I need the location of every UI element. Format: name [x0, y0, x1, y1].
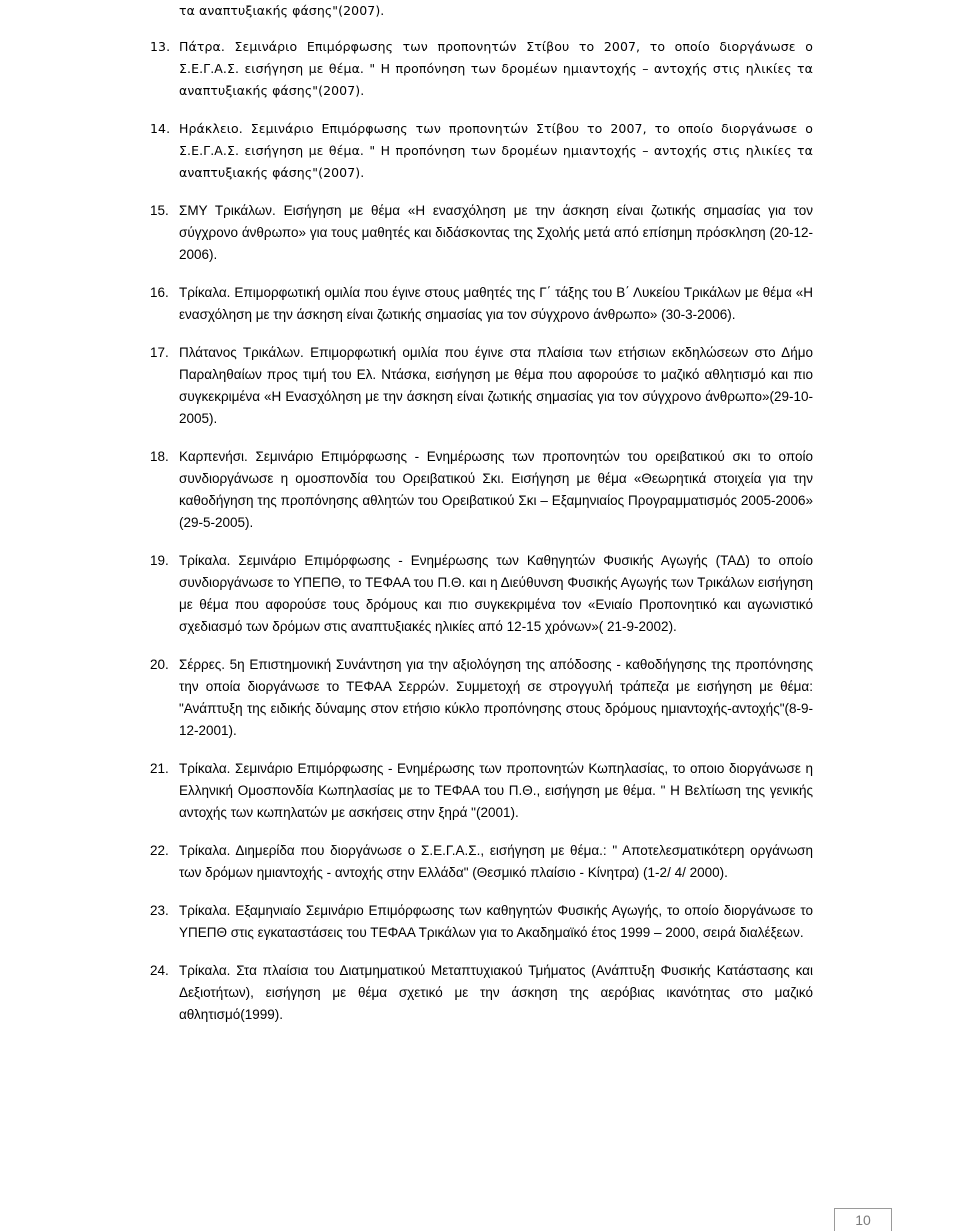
item-number: 16.	[150, 285, 169, 300]
seminar-list	[0, 36, 960, 1042]
list-item	[0, 200, 960, 266]
item-number: 18.	[150, 449, 169, 464]
list-item	[0, 654, 960, 742]
item-number: 13.	[150, 39, 171, 54]
item-text: Τρίκαλα. Επιμορφωτική ομιλία που έγινε στους μαθητές της Γ΄ τάξης του Β΄ Λυκείου Τρικάλων με θέμα «Η ενασχόληση με την άσκηση είναι ζωτικής σημασίας για τον σύγχρονο άνθρωπο» (30-3-2006).	[179, 285, 813, 322]
list-item	[0, 36, 960, 102]
item-text: Ηράκλειο. Σεμινάριο Επιμόρφωσης των προπονητών Στίβου το 2007, το οποίο διοργάνωσε ο Σ.Ε.Γ.Α.Σ. εισήγηση με θέμα. " Η προπόνηση των δρομέων ημιαντοχής – αντοχής στις ηλικίες τα αναπτυξιακής φάσης"(2007).	[179, 121, 813, 180]
item-number: 23.	[150, 903, 169, 918]
item-text: Πάτρα. Σεμινάριο Επιμόρφωσης των προπονητών Στίβου το 2007, το οποίο διοργάνωσε ο Σ.Ε.Γ.Α.Σ. εισήγηση με θέμα. " Η προπόνηση των δρομέων ημιαντοχής – αντοχής στις ηλικίες τα αναπτυξιακής φάσης"(2007).	[179, 39, 813, 98]
item-number: 15.	[150, 203, 169, 218]
list-item	[0, 342, 960, 430]
list-item	[0, 550, 960, 638]
item-text: Τρίκαλα. Σεμινάριο Επιμόρφωσης - Ενημέρωσης των Καθηγητών Φυσικής Αγωγής (ΤΑΔ) το οποίο συνδιοργάνωσε το ΥΠΕΠΘ, το ΤΕΦΑΑ του Π.Θ. και η Διεύθυνση Φυσικής Αγωγής των Τρικάλων εισήγηση με θέμα που αφορούσε τους δρόμους και πιο συγκεκριμένα τον «Ενιαίο Προπονητικό και αγωνιστικό σχεδιασμό των δρόμων στις αναπτυξιακές ηλικίες από 12-15 χρόνων»( 21-9-2002).	[179, 553, 813, 634]
item-number: 20.	[150, 657, 169, 672]
item-text: Τρίκαλα. Στα πλαίσια του Διατμηματικού Μεταπτυχιακού Τμήματος (Ανάπτυξη Φυσικής Κατάστασης και Δεξιοτήτων), εισήγηση με θέμα σχετικό με την άσκηση της αερόβιας ικανότητας στο μαζικό αθλητισμό(1999).	[179, 963, 813, 1022]
item-text: Πλάτανος Τρικάλων. Επιμορφωτική ομιλία που έγινε στα πλαίσια των ετήσιων εκδηλώσεων στο Δήμο Παραληθαίων προς τιμή του Ελ. Ντάσκα, εισήγηση με θέμα που αφορούσε το μαζικό αθλητισμό και πιο συγκεκριμένα «Η Ενασχόληση με την άσκηση είναι ζωτικής σημασίας για τον σύγχρονο άνθρωπο»(29-10-2005).	[179, 345, 813, 426]
list-item	[0, 758, 960, 824]
list-item	[0, 118, 960, 184]
item-number: 22.	[150, 843, 169, 858]
list-item	[0, 900, 960, 944]
list-item	[0, 446, 960, 534]
item-number: 19.	[150, 553, 169, 568]
item-number: 21.	[150, 761, 169, 776]
page-number: 10	[834, 1208, 892, 1231]
item-number: 17.	[150, 345, 169, 360]
item-text: ΣΜΥ Τρικάλων. Εισήγηση με θέμα «Η ενασχόληση με την άσκηση είναι ζωτικής σημασίας για τον σύγχρονο άνθρωπο» για τους μαθητές και διδάσκοντας της Σχολής μετά από επίσημη πρόσκληση (20-12-2006).	[179, 203, 813, 262]
item-text: Τρίκαλα. Σεμινάριο Επιμόρφωσης - Ενημέρωσης των προπονητών Κωπηλασίας, το οποιο διοργάνωσε η Ελληνική Ομοσπονδία Κωπηλασίας με το ΤΕΦΑΑ του Π.Θ., εισήγηση με θέμα. " Η Βελτίωση της γενικής αντοχής των κωπηλατών με ασκήσεις στην ξηρά "(2001).	[179, 761, 813, 820]
item-text: Τρίκαλα. Εξαμηνιαίο Σεμινάριο Επιμόρφωσης των καθηγητών Φυσικής Αγωγής, το οποίο διοργάνωσε το ΥΠΕΠΘ στις εγκαταστάσεις του ΤΕΦΑΑ Τρικάλων για το Ακαδημαϊκό έτος 1999 – 2000, σειρά διαλέξεων.	[179, 903, 813, 940]
item-text: Τρίκαλα. Διημερίδα που διοργάνωσε ο Σ.Ε.Γ.Α.Σ., εισήγηση με θέμα.: " Αποτελεσματικότερη οργάνωση των δρόμων ημιαντοχής - αντοχής στην Ελλάδα" (Θεσμικό πλαίσιο - Κίνητρα) (1-2/ 4/ 2000).	[179, 843, 813, 880]
continuation-text: τα αναπτυξιακής φάσης"(2007).	[179, 3, 385, 18]
list-item	[0, 282, 960, 326]
item-text: Σέρρες. 5η Επιστημονική Συνάντηση για την αξιολόγηση της απόδοσης - καθοδήγησης της προπόνησης την οποία διοργάνωσε το ΤΕΦΑΑ Σερρών. Συμμετοχή σε στρογγυλή τράπεζα με εισήγηση με θέμα: "Ανάπτυξη της ειδικής δύναμης στον ετήσιο κύκλο προπόνησης στους δρόμους ημιαντοχής-αντοχής"(8-9-12-2001).	[179, 657, 813, 738]
item-text: Καρπενήσι. Σεμινάριο Επιμόρφωσης - Ενημέρωσης των προπονητών του ορειβατικού σκι το οποίο συνδιοργάνωσε η ομοσπονδία του Ορειβατικού Σκι. Εισήγηση με θέμα «Θεωρητικά στοιχεία για την καθοδήγηση της προπόνησης αθλητών του Ορειβατικού Σκι – Εξαμηνιαίος Προγραμματισμός 2005-2006» (29-5-2005).	[179, 449, 813, 530]
list-item	[0, 840, 960, 884]
item-number: 24.	[150, 963, 169, 978]
list-item	[0, 960, 960, 1026]
item-number: 14.	[150, 121, 171, 136]
